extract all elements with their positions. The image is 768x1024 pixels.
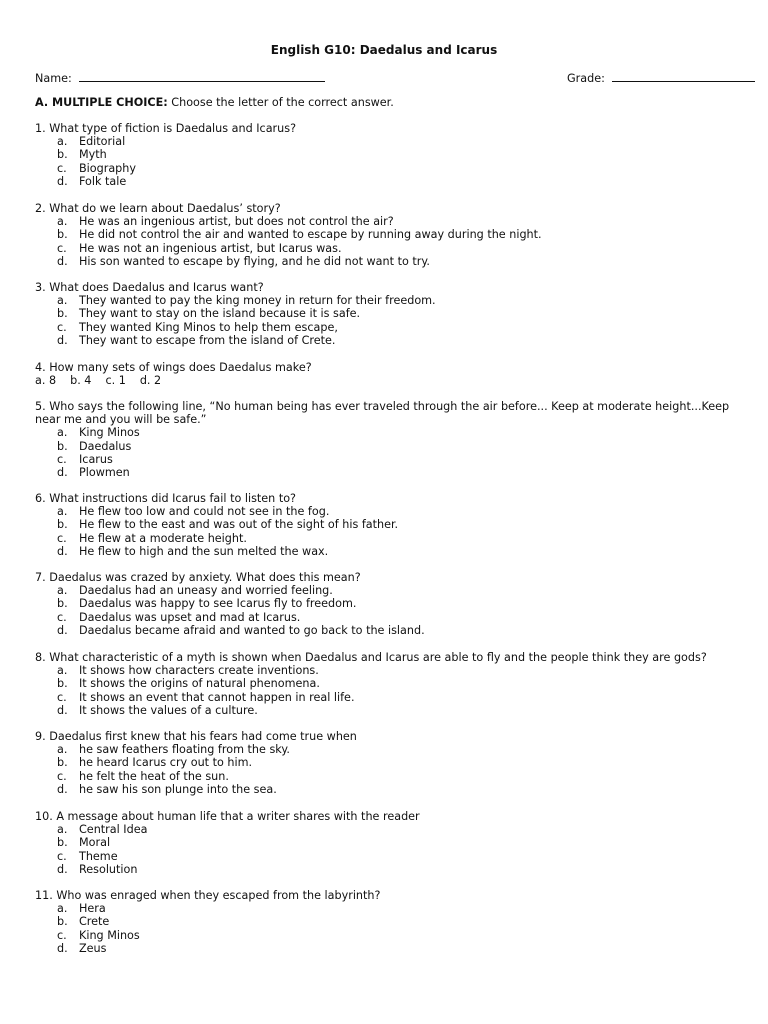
- name-label: Name:: [35, 72, 72, 85]
- answer-option: [35, 242, 735, 255]
- answer-option: c. 1: [105, 374, 126, 388]
- option-text: he felt the heat of the sun.: [79, 769, 229, 783]
- grade-blank-line: [612, 70, 755, 82]
- option-text: Daedalus was happy to see Icarus fly to freedom.: [79, 597, 357, 611]
- option-text: It shows the origins of natural phenomena.: [79, 677, 320, 691]
- question-stem: 7. Daedalus was crazed by anxiety. What does this mean?: [35, 571, 361, 584]
- option-text: Crete: [79, 915, 110, 929]
- option-letter: d.: [57, 333, 68, 347]
- option-text: King Minos: [79, 928, 140, 942]
- option-letter: b.: [57, 836, 68, 850]
- question-5: [35, 400, 735, 479]
- answer-options: [35, 664, 735, 717]
- answer-option: [35, 334, 735, 347]
- option-text: Resolution: [79, 862, 138, 876]
- grade-label: Grade:: [567, 72, 605, 85]
- option-letter: b.: [57, 439, 68, 453]
- answer-options: [35, 426, 735, 479]
- question-stem: 2. What do we learn about Daedalus’ story?: [35, 202, 281, 215]
- option-text: Icarus: [79, 452, 113, 466]
- answer-option: [35, 664, 735, 677]
- option-text: He did not control the air and wanted to escape by running away during the night.: [79, 228, 542, 242]
- option-text: They want to stay on the island because it is safe.: [79, 307, 361, 321]
- question-6: [35, 492, 735, 558]
- answer-options: [35, 584, 735, 637]
- option-text: They want to escape from the island of Crete.: [79, 333, 336, 347]
- option-letter: d.: [57, 254, 68, 268]
- answer-option: [35, 743, 735, 756]
- answer-option: [35, 148, 735, 161]
- question-8: [35, 651, 735, 717]
- answer-option: a. 8: [35, 374, 57, 388]
- answer-option: [35, 704, 735, 717]
- option-text: Theme: [79, 849, 118, 863]
- option-text: They wanted to pay the king money in return for their freedom.: [79, 294, 436, 308]
- option-letter: d.: [57, 703, 68, 717]
- question-stem: 5. Who says the following line, “No human being has ever traveled through the air before... Keep at moderate height...Keep near me and you will be safe.”: [35, 400, 730, 427]
- answer-option: [35, 902, 735, 915]
- inline-answer-options: [35, 374, 735, 387]
- option-text: he heard Icarus cry out to him.: [79, 756, 253, 770]
- option-letter: d.: [57, 862, 68, 876]
- answer-option: [35, 823, 735, 836]
- option-letter: a.: [57, 743, 68, 757]
- option-letter: d.: [57, 174, 68, 188]
- answer-options: [35, 743, 735, 796]
- answer-option: [35, 505, 735, 518]
- answer-option: [35, 691, 735, 704]
- section-instruction: Choose the letter of the correct answer.: [167, 96, 394, 109]
- option-text: Daedalus was upset and mad at Icarus.: [79, 610, 301, 624]
- option-letter: d.: [57, 941, 68, 955]
- answer-option: [35, 929, 735, 942]
- answer-option: [35, 624, 735, 637]
- option-text: Daedalus: [79, 439, 132, 453]
- option-text: Daedalus had an uneasy and worried feeling.: [79, 584, 333, 598]
- question-4: [35, 361, 735, 387]
- option-text: He was an ingenious artist, but does not control the air?: [79, 215, 394, 229]
- option-text: Myth: [79, 148, 107, 162]
- option-text: He flew too low and could not see in the fog.: [79, 505, 330, 519]
- answer-option: [35, 677, 735, 690]
- option-letter: b.: [57, 677, 68, 691]
- answer-option: [35, 466, 735, 479]
- question-1: [35, 122, 735, 188]
- option-letter: d.: [57, 544, 68, 558]
- option-text: His son wanted to escape by flying, and he did not want to try.: [79, 254, 430, 268]
- option-letter: b.: [57, 228, 68, 242]
- option-letter: a.: [57, 215, 68, 229]
- option-text: King Minos: [79, 426, 140, 440]
- option-text: Central Idea: [79, 823, 148, 837]
- option-text: It shows the values of a culture.: [79, 703, 258, 717]
- option-text: Moral: [79, 836, 111, 850]
- option-text: He flew at a moderate height.: [79, 531, 247, 545]
- option-letter: a.: [57, 664, 68, 678]
- option-text: It shows how characters create inventions.: [79, 664, 319, 678]
- answer-options: [35, 902, 735, 955]
- option-letter: a.: [57, 505, 68, 519]
- answer-option: [35, 228, 735, 241]
- answer-option: [35, 135, 735, 148]
- question-stem: 11. Who was enraged when they escaped from the labyrinth?: [35, 889, 381, 902]
- question-9: [35, 730, 735, 796]
- answer-option: [35, 756, 735, 769]
- option-letter: c.: [57, 320, 67, 334]
- option-letter: c.: [57, 928, 67, 942]
- answer-option: [35, 915, 735, 928]
- question-stem: 4. How many sets of wings does Daedalus make?: [35, 361, 312, 374]
- option-text: Editorial: [79, 135, 126, 149]
- option-letter: a.: [57, 135, 68, 149]
- option-letter: b.: [57, 307, 68, 321]
- option-text: They wanted King Minos to help them escape,: [79, 320, 338, 334]
- option-letter: d.: [57, 466, 68, 480]
- answer-option: [35, 783, 735, 796]
- answer-option: [35, 545, 735, 558]
- document-title: English G10: Daedalus and Icarus: [270, 43, 498, 57]
- answer-options: [35, 505, 735, 558]
- answer-option: [35, 307, 735, 320]
- option-text: He flew to the east and was out of the sight of his father.: [79, 518, 399, 532]
- question-stem: 1. What type of fiction is Daedalus and Icarus?: [35, 122, 297, 135]
- option-text: Hera: [79, 902, 106, 916]
- option-letter: a.: [57, 294, 68, 308]
- answer-option: d. 2: [139, 374, 162, 388]
- answer-option: [35, 518, 735, 531]
- option-letter: b.: [57, 518, 68, 532]
- option-letter: c.: [57, 161, 67, 175]
- option-letter: c.: [57, 241, 67, 255]
- answer-option: [35, 611, 735, 624]
- question-stem: 3. What does Daedalus and Icarus want?: [35, 281, 264, 294]
- option-letter: b.: [57, 148, 68, 162]
- option-text: he saw his son plunge into the sea.: [79, 782, 277, 796]
- answer-option: [35, 255, 735, 268]
- option-text: he saw feathers floating from the sky.: [79, 743, 290, 757]
- answer-option: [35, 162, 735, 175]
- name-grade-row: [35, 70, 725, 85]
- question-stem: 10. A message about human life that a writer shares with the reader: [35, 810, 420, 823]
- option-letter: c.: [57, 849, 67, 863]
- answer-option: [35, 440, 735, 453]
- option-letter: a.: [57, 823, 68, 837]
- option-letter: d.: [57, 623, 68, 637]
- section-label: A. MULTIPLE CHOICE:: [35, 96, 168, 109]
- answer-options: [35, 135, 735, 188]
- answer-option: [35, 426, 735, 439]
- answer-option: [35, 321, 735, 334]
- answer-option: [35, 597, 735, 610]
- option-letter: c.: [57, 531, 67, 545]
- option-letter: a.: [57, 902, 68, 916]
- grade-field: [567, 70, 755, 85]
- answer-options: [35, 294, 735, 347]
- answer-option: [35, 532, 735, 545]
- answer-option: b. 4: [70, 374, 92, 388]
- option-letter: a.: [57, 584, 68, 598]
- question-11: [35, 889, 735, 955]
- question-7: [35, 571, 735, 637]
- answer-options: [35, 823, 735, 876]
- question-10: [35, 810, 735, 876]
- option-text: Biography: [79, 161, 136, 175]
- option-text: He was not an ingenious artist, but Icarus was.: [79, 241, 342, 255]
- section-heading: [35, 96, 394, 109]
- option-letter: d.: [57, 782, 68, 796]
- option-letter: a.: [57, 426, 68, 440]
- question-stem: 8. What characteristic of a myth is shown when Daedalus and Icarus are able to fly and the people think they are gods?: [35, 651, 707, 664]
- answer-option: [35, 584, 735, 597]
- option-letter: b.: [57, 597, 68, 611]
- answer-option: [35, 294, 735, 307]
- option-letter: c.: [57, 690, 67, 704]
- answer-option: [35, 836, 735, 849]
- question-stem: 9. Daedalus first knew that his fears had come true when: [35, 730, 357, 743]
- answer-option: [35, 863, 735, 876]
- name-field: [35, 70, 325, 85]
- question-2: [35, 202, 735, 268]
- answer-option: [35, 215, 735, 228]
- answer-option: [35, 942, 735, 955]
- answer-option: [35, 770, 735, 783]
- option-letter: b.: [57, 915, 68, 929]
- option-text: He flew to high and the sun melted the wax.: [79, 544, 329, 558]
- answer-option: [35, 453, 735, 466]
- option-text: Zeus: [79, 941, 107, 955]
- option-text: Folk tale: [79, 174, 127, 188]
- option-letter: b.: [57, 756, 68, 770]
- option-text: Daedalus became afraid and wanted to go back to the island.: [79, 623, 425, 637]
- option-letter: c.: [57, 610, 67, 624]
- option-letter: c.: [57, 452, 67, 466]
- question-stem: 6. What instructions did Icarus fail to listen to?: [35, 492, 296, 505]
- answer-option: [35, 175, 735, 188]
- answer-options: [35, 215, 735, 268]
- option-letter: c.: [57, 769, 67, 783]
- option-text: It shows an event that cannot happen in real life.: [79, 690, 355, 704]
- option-text: Plowmen: [79, 466, 130, 480]
- answer-option: [35, 850, 735, 863]
- name-blank-line: [79, 70, 325, 82]
- question-3: [35, 281, 735, 347]
